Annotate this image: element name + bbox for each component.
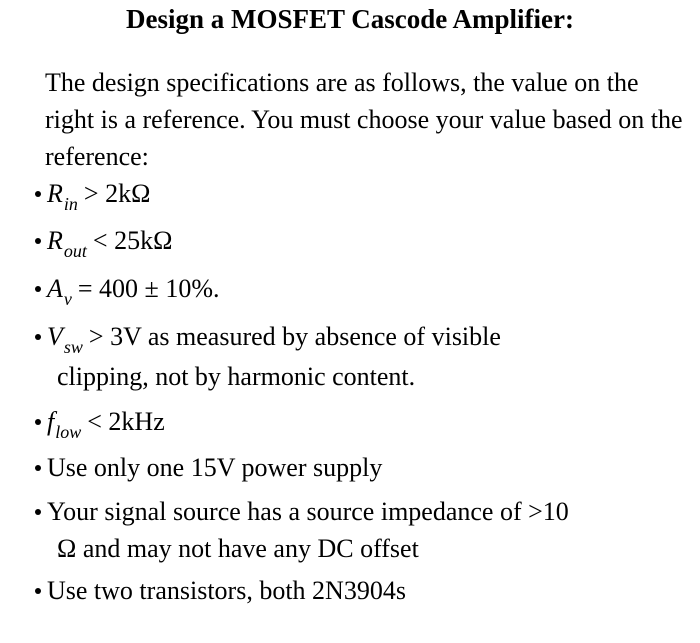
spec-rout (35, 222, 172, 262)
bullet-icon (35, 334, 41, 340)
intro-paragraph: The design specifications are as follows, the value on the right is a reference. You must choose your value based on the reference: (45, 68, 683, 171)
note-source-impedance (35, 493, 655, 567)
spec-symbol: A (47, 274, 63, 303)
spec-subscript: sw (63, 337, 83, 357)
page-title: Design a MOSFET Cascode Amplifier: (126, 4, 574, 34)
bullet-icon (35, 286, 41, 292)
spec-subscript: in (63, 194, 78, 214)
spec-vsw (35, 318, 655, 395)
note-transistors (35, 572, 406, 609)
spec-flow (35, 403, 165, 443)
bullet-icon (35, 419, 41, 425)
bullet-icon (35, 238, 41, 244)
spec-value: < 25kΩ (92, 226, 173, 255)
spec-value: < 2kHz (87, 407, 165, 436)
spec-value: = 400 ± 10%. (77, 274, 220, 303)
spec-value: > 3V as measured by absence of visible (88, 322, 501, 351)
bullet-icon (35, 509, 41, 515)
spec-symbol: R (47, 226, 63, 255)
spec-rin (35, 175, 150, 215)
spec-subscript: v (63, 289, 72, 309)
spec-subscript: out (63, 241, 87, 261)
bullet-icon (35, 588, 41, 594)
spec-av (35, 270, 219, 310)
spec-subscript: low (55, 422, 82, 442)
note-continuation: Ω and may not have any DC offset (57, 534, 419, 563)
note-text: Your signal source has a source impedance of >10 (47, 497, 569, 526)
spec-symbol: V (47, 322, 63, 351)
spec-symbol: R (47, 179, 63, 208)
note-text: Use two transistors, both 2N3904s (47, 576, 406, 605)
note-text: Use only one 15V power supply (47, 453, 383, 482)
note-power-supply (35, 449, 382, 486)
spec-continuation: clipping, not by harmonic content. (57, 362, 416, 391)
spec-symbol: f (47, 407, 55, 436)
bullet-icon (35, 191, 41, 197)
spec-value: > 2kΩ (83, 179, 151, 208)
bullet-icon (35, 465, 41, 471)
